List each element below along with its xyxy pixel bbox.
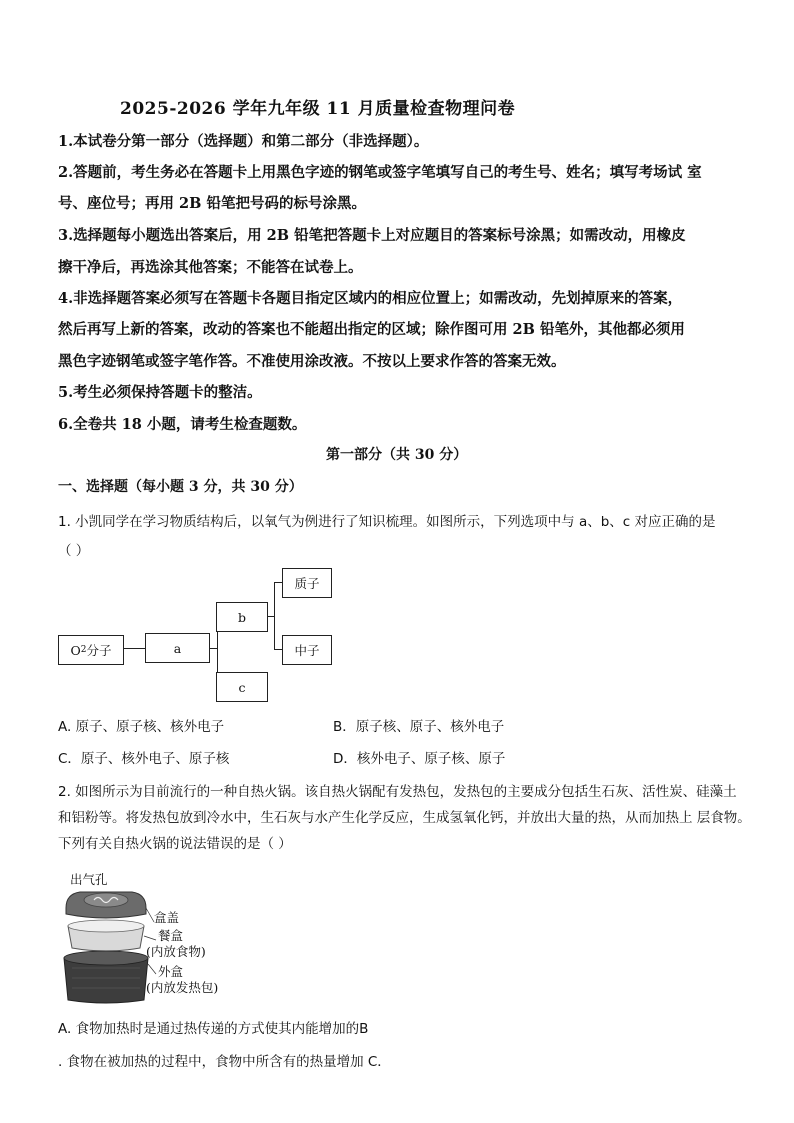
q1-stem-bracket: （ ） (58, 543, 90, 559)
connector-line (274, 582, 275, 650)
q2-stem-line-2: 和铝粉等。将发热包放到冷水中，生石灰与水产生化学反应，生成氢氧化钙，并放出大量的热，从而加热上 层食物。 (58, 810, 751, 826)
section-one-heading: 一、选择题（每小题 3 分，共 30 分） (58, 479, 303, 495)
notice-line-1: 1.本试卷分第一部分（选择题）和第二部分（非选择题）。 (58, 133, 429, 150)
node-c-box: c (216, 672, 268, 702)
o2-subscript: 2 (80, 645, 87, 655)
q2-option-b: . 食物在被加热的过程中，食物中所含有的热量增加 C． (58, 1054, 391, 1070)
lid-label: 盒盖 (154, 910, 180, 925)
notice-line-6: 4.非选择题答案必须写在答题卡各题目指定区域内的相应位置上；如需改动，先划掉原来的答案， (58, 290, 683, 307)
part-one-heading: 第一部分（共 30 分） (326, 447, 468, 463)
neutron-box: 中子 (282, 635, 332, 665)
node-b-box: b (216, 602, 268, 632)
o2-molecule-label: 分子 (86, 643, 112, 658)
notice-line-3: 号、座位号；再用 2B 铅笔把号码的标号涂黑。 (58, 195, 366, 212)
q2-stem-line-1: 2. 如图所示为目前流行的一种自热火锅。该自热火锅配有发热包，发热包的主要成分包括生石灰、活性炭、硅藻土 (58, 784, 737, 800)
q1-option-b: B．原子核、原子、核外电子 (333, 719, 505, 735)
q1-option-d: D．核外电子、原子核、原子 (333, 751, 506, 767)
q2-option-a: A. 食物加热时是通过热传递的方式使其内能增加的B (58, 1021, 369, 1037)
outer-box-label: 外盒 (158, 964, 184, 979)
vent-label: 出气孔 (70, 872, 108, 887)
outer-box-note: (内放发热包) (146, 980, 219, 995)
self-heating-hotpot-figure (58, 870, 258, 1010)
meal-box-note: (内放食物) (146, 944, 206, 959)
notice-line-9: 5.考生必须保持答题卡的整洁。 (58, 384, 262, 401)
notice-line-5: 擦干净后，再选涂其他答案；不能答在试卷上。 (58, 259, 363, 276)
q1-stem: 1. 小凯同学在学习物质结构后，以氧气为例进行了知识梳理。如图所示，下列选项中与 a、b、c 对应正确的是 (58, 514, 716, 530)
connector-line (123, 648, 145, 649)
o2-label: O (70, 642, 81, 658)
proton-box: 质子 (282, 568, 332, 598)
notice-line-8: 黑色字迹钢笔或签字笔作答。不准使用涂改液。不按以上要求作答的答案无效。 (58, 353, 566, 370)
o2-molecule-box (58, 635, 124, 665)
notice-line-10: 6.全卷共 18 小题，请考生检查题数。 (58, 416, 307, 433)
notice-line-7: 然后再写上新的答案，改动的答案也不能超出指定的区域；除作图可用 2B 铅笔外，其他都必须用 (58, 321, 685, 338)
q2-stem-line-3: 下列有关自热火锅的说法错误的是（ ） (58, 836, 292, 852)
notice-line-4: 3.选择题每小题选出答案后，用 2B 铅笔把答题卡上对应题目的答案标号涂黑；如需改动，用橡皮 (58, 227, 686, 244)
q1-option-c: C．原子、核外电子、原子核 (58, 751, 230, 767)
meal-box-label: 餐盒 (158, 928, 184, 943)
node-a-box: a (145, 633, 210, 663)
q1-option-a: A. 原子、原子核、核外电子 (58, 719, 225, 735)
notice-line-2: 2.答题前，考生务必在答题卡上用黑色字迹的钢笔或签字笔填写自己的考生号、姓名；填写考场试 室 (58, 164, 702, 181)
page-title: 2025-2026 学年九年级 11 月质量检查物理问卷 (120, 99, 516, 119)
